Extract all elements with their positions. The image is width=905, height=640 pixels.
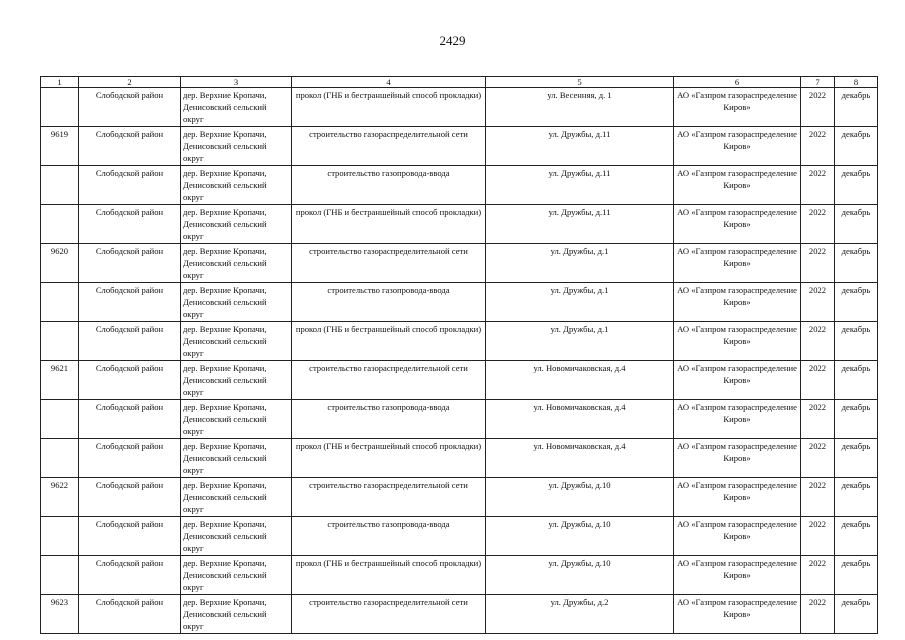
column-header: 7: [801, 77, 835, 88]
cell-address: ул. Дружбы, д.10: [486, 517, 674, 556]
cell-locality: дер. Верхние Кропачи, Денисовский сельский округ: [181, 595, 292, 634]
table-row: [41, 361, 878, 400]
cell-year: 2022: [801, 322, 835, 361]
table-row: [41, 478, 878, 517]
cell-month: декабрь: [835, 400, 878, 439]
cell-district: Слободской район: [79, 556, 181, 595]
cell-district: Слободской район: [79, 322, 181, 361]
table-body: [41, 88, 878, 634]
cell-year: 2022: [801, 205, 835, 244]
cell-work-type: прокол (ГНБ и бестраншейный способ прокладки): [292, 88, 486, 127]
cell-district: Слободской район: [79, 478, 181, 517]
cell-work-type: строительство газораспределительной сети: [292, 478, 486, 517]
cell-organization: АО «Газпром газораспределение Киров»: [674, 283, 801, 322]
cell-address: ул. Дружбы, д.10: [486, 478, 674, 517]
cell-district: Слободской район: [79, 166, 181, 205]
cell-address: ул. Дружбы, д.10: [486, 556, 674, 595]
cell-address: ул. Дружбы, д.11: [486, 205, 674, 244]
table-row: [41, 400, 878, 439]
cell-month: декабрь: [835, 595, 878, 634]
cell-organization: АО «Газпром газораспределение Киров»: [674, 478, 801, 517]
table-row: [41, 283, 878, 322]
cell-address: ул. Новомичаковская, д.4: [486, 439, 674, 478]
cell-row-number: 9619: [41, 127, 79, 166]
cell-organization: АО «Газпром газораспределение Киров»: [674, 127, 801, 166]
cell-year: 2022: [801, 283, 835, 322]
cell-month: декабрь: [835, 478, 878, 517]
column-header: 2: [79, 77, 181, 88]
cell-locality: дер. Верхние Кропачи, Денисовский сельский округ: [181, 88, 292, 127]
cell-row-number: [41, 556, 79, 595]
cell-organization: АО «Газпром газораспределение Киров»: [674, 517, 801, 556]
table-header-row: [41, 77, 878, 88]
cell-district: Слободской район: [79, 244, 181, 283]
cell-locality: дер. Верхние Кропачи, Денисовский сельский округ: [181, 283, 292, 322]
column-header: 8: [835, 77, 878, 88]
table-row: [41, 517, 878, 556]
cell-year: 2022: [801, 478, 835, 517]
cell-row-number: [41, 205, 79, 244]
cell-district: Слободской район: [79, 88, 181, 127]
column-header: 1: [41, 77, 79, 88]
cell-row-number: 9622: [41, 478, 79, 517]
table-row: [41, 166, 878, 205]
cell-locality: дер. Верхние Кропачи, Денисовский сельский округ: [181, 205, 292, 244]
cell-work-type: прокол (ГНБ и бестраншейный способ прокладки): [292, 556, 486, 595]
cell-organization: АО «Газпром газораспределение Киров»: [674, 322, 801, 361]
cell-address: ул. Дружбы, д.1: [486, 244, 674, 283]
cell-locality: дер. Верхние Кропачи, Денисовский сельский округ: [181, 322, 292, 361]
cell-row-number: [41, 400, 79, 439]
cell-year: 2022: [801, 361, 835, 400]
cell-locality: дер. Верхние Кропачи, Денисовский сельский округ: [181, 127, 292, 166]
cell-district: Слободской район: [79, 361, 181, 400]
cell-work-type: строительство газопровода-ввода: [292, 517, 486, 556]
cell-row-number: [41, 517, 79, 556]
cell-address: ул. Дружбы, д.1: [486, 322, 674, 361]
cell-work-type: строительство газораспределительной сети: [292, 244, 486, 283]
cell-organization: АО «Газпром газораспределение Киров»: [674, 556, 801, 595]
cell-organization: АО «Газпром газораспределение Киров»: [674, 361, 801, 400]
cell-year: 2022: [801, 88, 835, 127]
cell-work-type: прокол (ГНБ и бестраншейный способ прокладки): [292, 205, 486, 244]
cell-address: ул. Дружбы, д.2: [486, 595, 674, 634]
cell-work-type: строительство газораспределительной сети: [292, 595, 486, 634]
cell-year: 2022: [801, 595, 835, 634]
cell-month: декабрь: [835, 517, 878, 556]
cell-month: декабрь: [835, 283, 878, 322]
cell-locality: дер. Верхние Кропачи, Денисовский сельский округ: [181, 556, 292, 595]
cell-month: декабрь: [835, 361, 878, 400]
cell-month: декабрь: [835, 439, 878, 478]
cell-row-number: 9621: [41, 361, 79, 400]
data-table: [40, 76, 878, 634]
cell-year: 2022: [801, 127, 835, 166]
cell-row-number: 9623: [41, 595, 79, 634]
cell-address: ул. Весенняя, д. 1: [486, 88, 674, 127]
cell-work-type: прокол (ГНБ и бестраншейный способ прокладки): [292, 439, 486, 478]
cell-month: декабрь: [835, 244, 878, 283]
cell-address: ул. Дружбы, д.11: [486, 127, 674, 166]
cell-locality: дер. Верхние Кропачи, Денисовский сельский округ: [181, 517, 292, 556]
cell-month: декабрь: [835, 556, 878, 595]
cell-year: 2022: [801, 439, 835, 478]
table-row: [41, 88, 878, 127]
cell-locality: дер. Верхние Кропачи, Денисовский сельский округ: [181, 478, 292, 517]
table-row: [41, 244, 878, 283]
cell-month: декабрь: [835, 166, 878, 205]
cell-district: Слободской район: [79, 400, 181, 439]
cell-month: декабрь: [835, 88, 878, 127]
column-header: 6: [674, 77, 801, 88]
cell-district: Слободской район: [79, 283, 181, 322]
cell-address: ул. Дружбы, д.11: [486, 166, 674, 205]
cell-month: декабрь: [835, 127, 878, 166]
cell-locality: дер. Верхние Кропачи, Денисовский сельский округ: [181, 439, 292, 478]
table-row: [41, 127, 878, 166]
cell-work-type: строительство газораспределительной сети: [292, 127, 486, 166]
cell-organization: АО «Газпром газораспределение Киров»: [674, 88, 801, 127]
cell-month: декабрь: [835, 322, 878, 361]
cell-work-type: строительство газопровода-ввода: [292, 166, 486, 205]
table-row: [41, 595, 878, 634]
table-row: [41, 556, 878, 595]
column-header: 5: [486, 77, 674, 88]
cell-district: Слободской район: [79, 517, 181, 556]
cell-row-number: [41, 322, 79, 361]
cell-district: Слободской район: [79, 127, 181, 166]
cell-organization: АО «Газпром газораспределение Киров»: [674, 244, 801, 283]
cell-row-number: [41, 283, 79, 322]
cell-district: Слободской район: [79, 439, 181, 478]
cell-row-number: 9620: [41, 244, 79, 283]
column-header: 3: [181, 77, 292, 88]
cell-work-type: строительство газопровода-ввода: [292, 283, 486, 322]
cell-year: 2022: [801, 244, 835, 283]
page-number: 2429: [439, 33, 466, 48]
cell-organization: АО «Газпром газораспределение Киров»: [674, 400, 801, 439]
cell-locality: дер. Верхние Кропачи, Денисовский сельский округ: [181, 361, 292, 400]
cell-address: ул. Новомичаковская, д.4: [486, 400, 674, 439]
cell-organization: АО «Газпром газораспределение Киров»: [674, 439, 801, 478]
table-row: [41, 439, 878, 478]
cell-year: 2022: [801, 166, 835, 205]
cell-address: ул. Новомичаковская, д.4: [486, 361, 674, 400]
cell-work-type: строительство газораспределительной сети: [292, 361, 486, 400]
cell-district: Слободской район: [79, 205, 181, 244]
table-row: [41, 205, 878, 244]
cell-row-number: [41, 166, 79, 205]
cell-locality: дер. Верхние Кропачи, Денисовский сельский округ: [181, 244, 292, 283]
cell-month: декабрь: [835, 205, 878, 244]
cell-year: 2022: [801, 517, 835, 556]
column-header: 4: [292, 77, 486, 88]
cell-row-number: [41, 88, 79, 127]
cell-work-type: строительство газопровода-ввода: [292, 400, 486, 439]
cell-year: 2022: [801, 556, 835, 595]
cell-work-type: прокол (ГНБ и бестраншейный способ прокладки): [292, 322, 486, 361]
cell-locality: дер. Верхние Кропачи, Денисовский сельский округ: [181, 166, 292, 205]
cell-locality: дер. Верхние Кропачи, Денисовский сельский округ: [181, 400, 292, 439]
cell-organization: АО «Газпром газораспределение Киров»: [674, 595, 801, 634]
cell-address: ул. Дружбы, д.1: [486, 283, 674, 322]
cell-organization: АО «Газпром газораспределение Киров»: [674, 166, 801, 205]
table-row: [41, 322, 878, 361]
cell-row-number: [41, 439, 79, 478]
cell-organization: АО «Газпром газораспределение Киров»: [674, 205, 801, 244]
cell-year: 2022: [801, 400, 835, 439]
cell-district: Слободской район: [79, 595, 181, 634]
